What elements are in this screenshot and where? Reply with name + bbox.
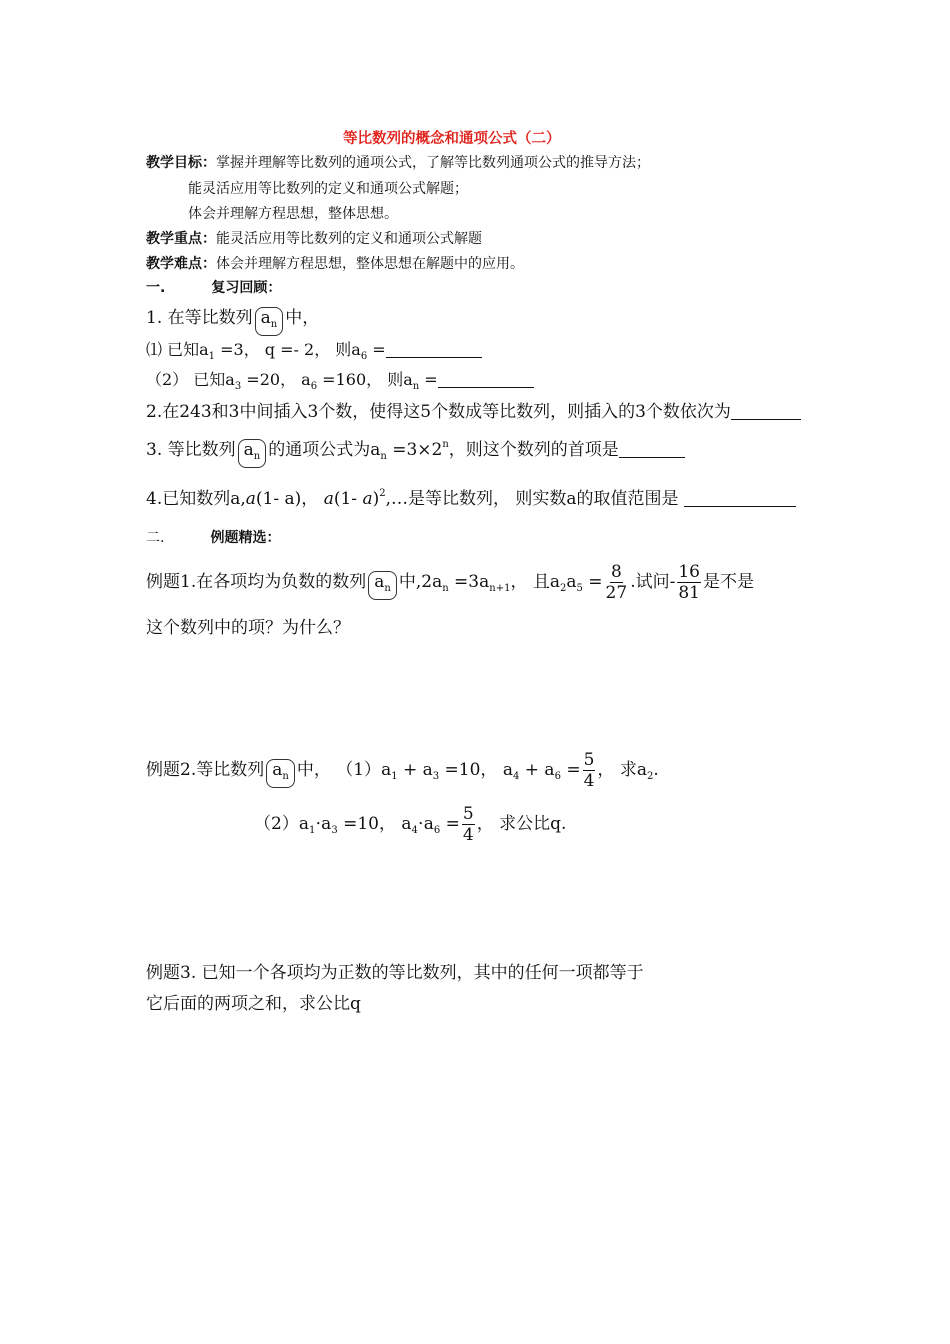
q1-2-cond1: =20， [246, 370, 302, 389]
key-point [146, 228, 482, 248]
ex1-mid: 中,2 [398, 572, 433, 592]
ex2-head: 例题2.等比数列 [146, 760, 265, 780]
q4-head: 4.已知数列a, [146, 489, 246, 509]
review-q1-head: 1. 在等比数列 [146, 308, 253, 328]
section2-number: 二. [146, 530, 165, 546]
ex1-mid2: =3 [448, 572, 480, 592]
review-q1-part2: （2） 已知$a_3 =20$， $a_6 =160$， 则$a_n$ = [146, 367, 534, 392]
q4-mid3: ) [372, 489, 380, 509]
objectives-line1 [146, 152, 650, 172]
ex2-ask2: ， 求公比q. [476, 814, 567, 834]
section1-heading [146, 277, 281, 297]
review-q1-tail: 中， [285, 308, 320, 328]
section1-title: 复习回顾： [211, 280, 282, 296]
difficulty [146, 253, 524, 273]
key-point-text: 能灵活应用等比数列的定义和通项公式解题 [216, 231, 482, 247]
ex2-sum1: =10， [439, 760, 503, 780]
example3-line2: 它后面的两项之和，求公比q [146, 994, 361, 1014]
sequence-an: $a_n$ [266, 759, 295, 788]
section2-title: 例题精选： [210, 530, 281, 546]
q1-2-eq: = [419, 370, 438, 389]
fraction-5-4: $\frac{5}{4}$ [462, 804, 474, 845]
fraction-8-27: $\frac{8}{27}$ [605, 562, 628, 603]
answer-blank-q1-2[interactable] [438, 371, 534, 388]
q1-2-cond2: =160， 则 [322, 370, 404, 389]
fraction-16-81: $\frac{16}{81}$ [678, 562, 700, 603]
example2-part1: 例题2.等比数列 $a_n$ 中， $(1)a_1 + a_3 =10$， $a_4 + a_6$ = $\frac{5}{4}$ ， 求$a_2$. [146, 750, 659, 791]
page-title: 等比数列的概念和通项公式（二） [343, 131, 561, 147]
q1-1-eq: = [367, 340, 386, 359]
answer-blank-q4[interactable] [684, 489, 796, 507]
q3-mid: 的通项公式为 [268, 440, 371, 460]
difficulty-text: 体会并理解方程思想，整体思想在解题中的应用。 [216, 256, 524, 272]
section1-number: 一. [146, 280, 166, 296]
q4-tail: ,…是等比数列， 则实数a的取值范围是 [385, 489, 679, 509]
ex2-prod1: =10， [337, 814, 402, 834]
sequence-an: $a_n$ [368, 571, 397, 600]
objectives-label: 教学目标： [146, 155, 216, 171]
key-point-label: 教学重点： [146, 231, 216, 247]
review-q1-part1: ⑴ 已知$a_1 =3$， q =- 2， 则$a_6$ = [146, 337, 482, 362]
example1-line2: 这个数列中的项？为什么？ [146, 618, 350, 638]
q4-mid2: (1- [333, 489, 363, 509]
section2-heading [146, 527, 280, 547]
q3-head: 3. 等比数列 [146, 440, 236, 460]
sequence-an: $a_n$ [238, 439, 267, 468]
review-q2-text: 2.在243和3中间插入3个数，使得这5个数成等比数列，则插入的3个数依次为 [146, 402, 731, 422]
example3-line1: 例题3. 已知一个各项均为正数的等比数列，其中的任何一项都等于 [146, 963, 644, 983]
example2-part2: $(2)a_1\cdot a_3 =10$， $a_4\cdot a_6$ = $\frac{5}{4}$ ， 求公比q. [254, 804, 567, 845]
answer-blank-q2[interactable] [731, 402, 801, 420]
q1-1-prefix: ⑴ 已知 [146, 340, 200, 359]
ex2-sum2: = [560, 760, 581, 780]
q4-mid: (1- a)， [255, 489, 324, 509]
objectives-line2: 能灵活应用等比数列的定义和通项公式解题； [188, 181, 468, 197]
q1-2-prefix: （2） 已知 [146, 370, 226, 389]
q1-1-cond: =3， q =- 2， 则 [220, 340, 352, 359]
objectives-text1: 掌握并理解等比数列的通项公式，了解等比数列通项公式的推导方法； [216, 155, 650, 171]
q3-formula: =3×2 [386, 440, 443, 460]
ex2-ask: ， 求 [597, 760, 637, 780]
q3-tail: ，则这个数列的首项是 [448, 440, 619, 460]
ex2-mid: 中， （1） [296, 760, 382, 780]
ex1-mid4: = [582, 572, 603, 592]
ex1-mid5: .试问- [630, 572, 676, 592]
review-q3: 3. 等比数列 $a_n$ 的通项公式为$a_n =3\times 2^n$，则这个数列的首项是 [146, 435, 685, 468]
review-q4: 4.已知数列a,a(1- a)， a(1- a)$^2$,…是等比数列， 则实数a的取值范围是 [146, 484, 796, 509]
ex1-tail: 是不是 [702, 572, 754, 592]
ex1-head: 例题1.在各项均为负数的数列 [146, 572, 367, 592]
answer-blank-q3[interactable] [619, 440, 685, 458]
review-q2 [146, 397, 801, 422]
sequence-an: $a_n$ [255, 307, 284, 336]
review-q1 [146, 303, 319, 336]
difficulty-label: 教学难点： [146, 256, 216, 272]
ex2-part2-prefix: （2） [254, 814, 299, 834]
ex2-prod2: = [440, 814, 460, 834]
ex1-mid3: ， 且 [510, 572, 550, 592]
fraction-5-4: $\frac{5}{4}$ [583, 750, 595, 791]
example1-line1: 例题1.在各项均为负数的数列 $a_n$ 中$,2a_n =3a_{n+1}$， 且$a_2a_5$ = $\frac{8}{27}$ .试问- $\frac{16}{81}$ 是不是 [146, 562, 754, 603]
answer-blank-q1-1[interactable] [386, 341, 482, 358]
objectives-line3: 体会并理解方程思想，整体思想。 [188, 206, 398, 222]
